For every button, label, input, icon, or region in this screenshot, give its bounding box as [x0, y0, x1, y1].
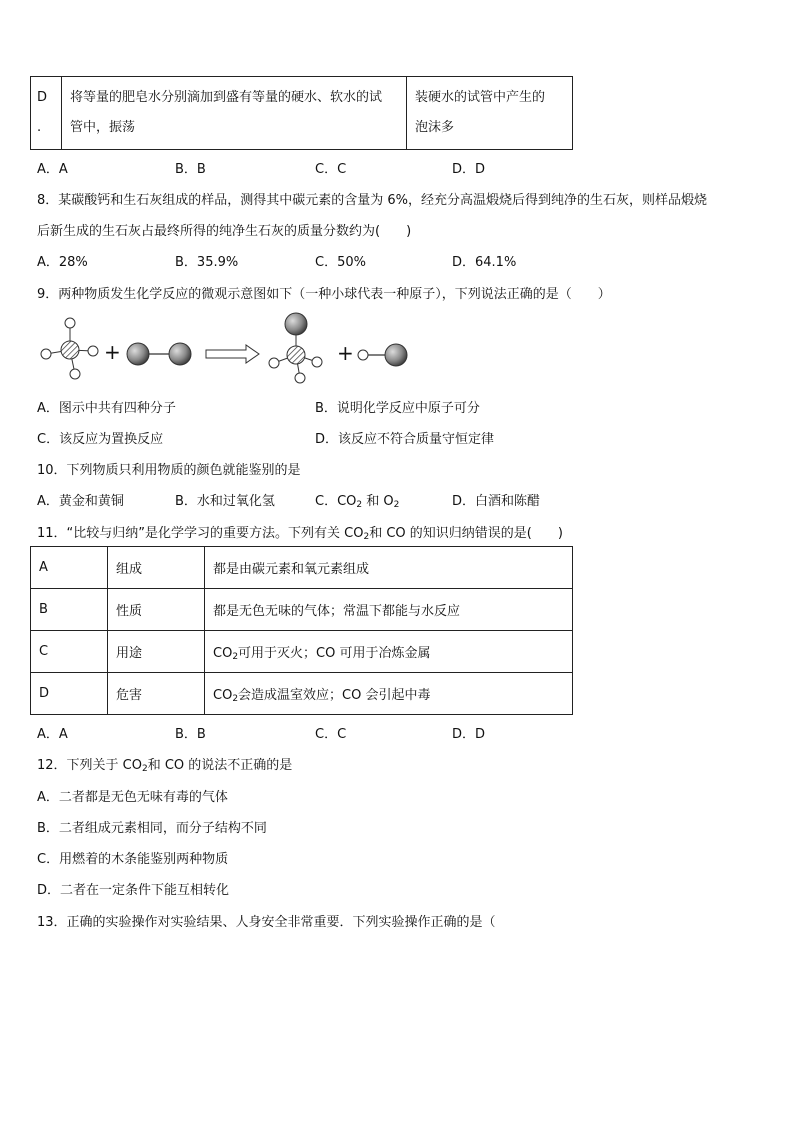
subscript-2: 2 — [363, 532, 370, 542]
q12-option-c[interactable]: C．用燃着的木条能鉴别两种物质 — [37, 852, 229, 867]
q11-option-b[interactable]: B．B — [175, 727, 206, 742]
q12-option-a[interactable]: A．二者都是无色无味有毒的气体 — [37, 790, 228, 805]
q7-row-dot: . — [37, 120, 42, 135]
q12-option-d[interactable]: D．二者在一定条件下能互相转化 — [37, 883, 230, 898]
q9-option-c[interactable]: C．该反应为置换反应 — [37, 432, 164, 447]
q8-option-a[interactable]: A．28% — [37, 255, 88, 270]
table-row — [31, 631, 573, 673]
q10-option-d[interactable]: D．白酒和陈醋 — [452, 494, 541, 509]
q11-option-c[interactable]: C．C — [315, 727, 347, 742]
subscript-2: 2 — [232, 651, 239, 662]
q13-stem: 13．正确的实验操作对实验结果、人身安全非常重要．下列实验操作正确的是（ — [37, 915, 496, 930]
table-row — [31, 547, 573, 589]
q8-stem-line1: 8．某碳酸钙和生石灰组成的样品，测得其中碳元素的含量为 6%，经充分高温煅烧后得到纯净的生石灰，则样品煅烧 — [37, 193, 708, 208]
table-row — [31, 673, 573, 715]
q11-row-d-item: 危害 — [108, 673, 205, 715]
q11-row-c-desc-a: CO — [213, 645, 233, 661]
product-molecule-2 — [358, 344, 407, 366]
q9-reaction-diagram — [30, 308, 430, 388]
q10-option-c-part2: 和 O — [362, 494, 394, 509]
q11-stem-a: 11．“比较与归纳”是化学学习的重要方法。下列有关 CO — [37, 526, 364, 541]
q11-row-d-letter: D — [31, 673, 108, 715]
q12-option-b[interactable]: B．二者组成元素相同，而分子结构不同 — [37, 821, 267, 836]
q7-operation-line1: 将等量的肥皂水分别滴加到盛有等量的硬水、软水的试 — [70, 90, 383, 105]
q11-stem-b: 和 CO 的知识归纳错误的是( ) — [369, 526, 563, 541]
subscript-2: 2 — [141, 764, 148, 774]
q10-option-c-part1: C．CO — [315, 494, 357, 509]
q7-row-letter-text: D — [37, 90, 48, 105]
q8-option-d[interactable]: D．64.1% — [452, 255, 517, 270]
q7-result-line2: 泡沫多 — [415, 120, 455, 135]
q9-option-d[interactable]: D．该反应不符合质量守恒定律 — [315, 432, 495, 447]
q9-option-a[interactable]: A．图示中共有四种分子 — [37, 401, 176, 416]
q12-stem-a: 12．下列关于 CO — [37, 758, 142, 773]
q11-row-c-desc-b: 可用于灭火；CO 可用于冶炼金属 — [238, 645, 431, 661]
q7-result-cell — [407, 77, 573, 150]
q11-row-d-desc — [205, 673, 573, 715]
q11-row-b-item: 性质 — [108, 589, 205, 631]
q7-option-c[interactable]: C．C — [315, 162, 347, 177]
q11-row-a-item: 组成 — [108, 547, 205, 589]
q7-table — [30, 76, 573, 150]
plus-sign-2: + — [337, 341, 354, 365]
q8-option-c[interactable]: C．50% — [315, 255, 366, 270]
reaction-arrow-icon — [206, 345, 259, 363]
q11-table — [30, 546, 573, 715]
product-molecule-1 — [269, 313, 322, 383]
q11-row-d-desc-b: 会造成温室效应；CO 会引起中毒 — [238, 687, 431, 703]
table-row — [31, 77, 573, 150]
q7-option-b[interactable]: B．B — [175, 162, 206, 177]
q11-row-c-desc — [205, 631, 573, 673]
q11-row-c-item: 用途 — [108, 631, 205, 673]
plus-sign-1: + — [104, 340, 121, 364]
q11-option-a[interactable]: A．A — [37, 727, 68, 742]
q10-option-a[interactable]: A．黄金和黄铜 — [37, 494, 124, 509]
table-row — [31, 589, 573, 631]
q11-row-b-letter: B — [31, 589, 108, 631]
q8-option-b[interactable]: B．35.9% — [175, 255, 239, 270]
subscript-2: 2 — [356, 500, 363, 510]
reactant-molecule-1 — [41, 318, 98, 379]
q10-stem: 10．下列物质只利用物质的颜色就能鉴别的是 — [37, 463, 301, 478]
q11-stem — [37, 522, 563, 542]
q7-operation-line2: 管中，振荡 — [70, 120, 136, 135]
q12-stem-b: 和 CO 的说法不正确的是 — [147, 758, 293, 773]
q7-result-line1: 装硬水的试管中产生的 — [415, 90, 546, 105]
q9-stem: 9．两种物质发生化学反应的微观示意图如下（一种小球代表一种原子），下列说法正确的是（ ） — [37, 287, 611, 302]
q11-row-a-desc: 都是由碳元素和氧元素组成 — [205, 547, 573, 589]
q7-option-a[interactable]: A．A — [37, 162, 68, 177]
q10-option-c[interactable] — [315, 490, 399, 510]
q11-option-d[interactable]: D．D — [452, 727, 486, 742]
q11-row-a-letter: A — [31, 547, 108, 589]
q8-stem-line2: 后新生成的生石灰占最终所得的纯净生石灰的质量分数约为( ) — [37, 224, 412, 239]
q7-option-d[interactable]: D．D — [452, 162, 486, 177]
q7-operation-cell — [62, 77, 407, 150]
q10-option-b[interactable]: B．水和过氧化氢 — [175, 494, 275, 509]
subscript-2: 2 — [393, 500, 400, 510]
q11-row-c-letter: C — [31, 631, 108, 673]
q11-row-b-desc: 都是无色无味的气体；常温下都能与水反应 — [205, 589, 573, 631]
q12-stem — [37, 754, 292, 774]
subscript-2: 2 — [232, 693, 239, 704]
q9-option-b[interactable]: B．说明化学反应中原子可分 — [315, 401, 480, 416]
q7-row-letter — [31, 77, 62, 150]
q11-row-d-desc-a: CO — [213, 687, 233, 703]
reactant-molecule-2 — [127, 343, 191, 365]
